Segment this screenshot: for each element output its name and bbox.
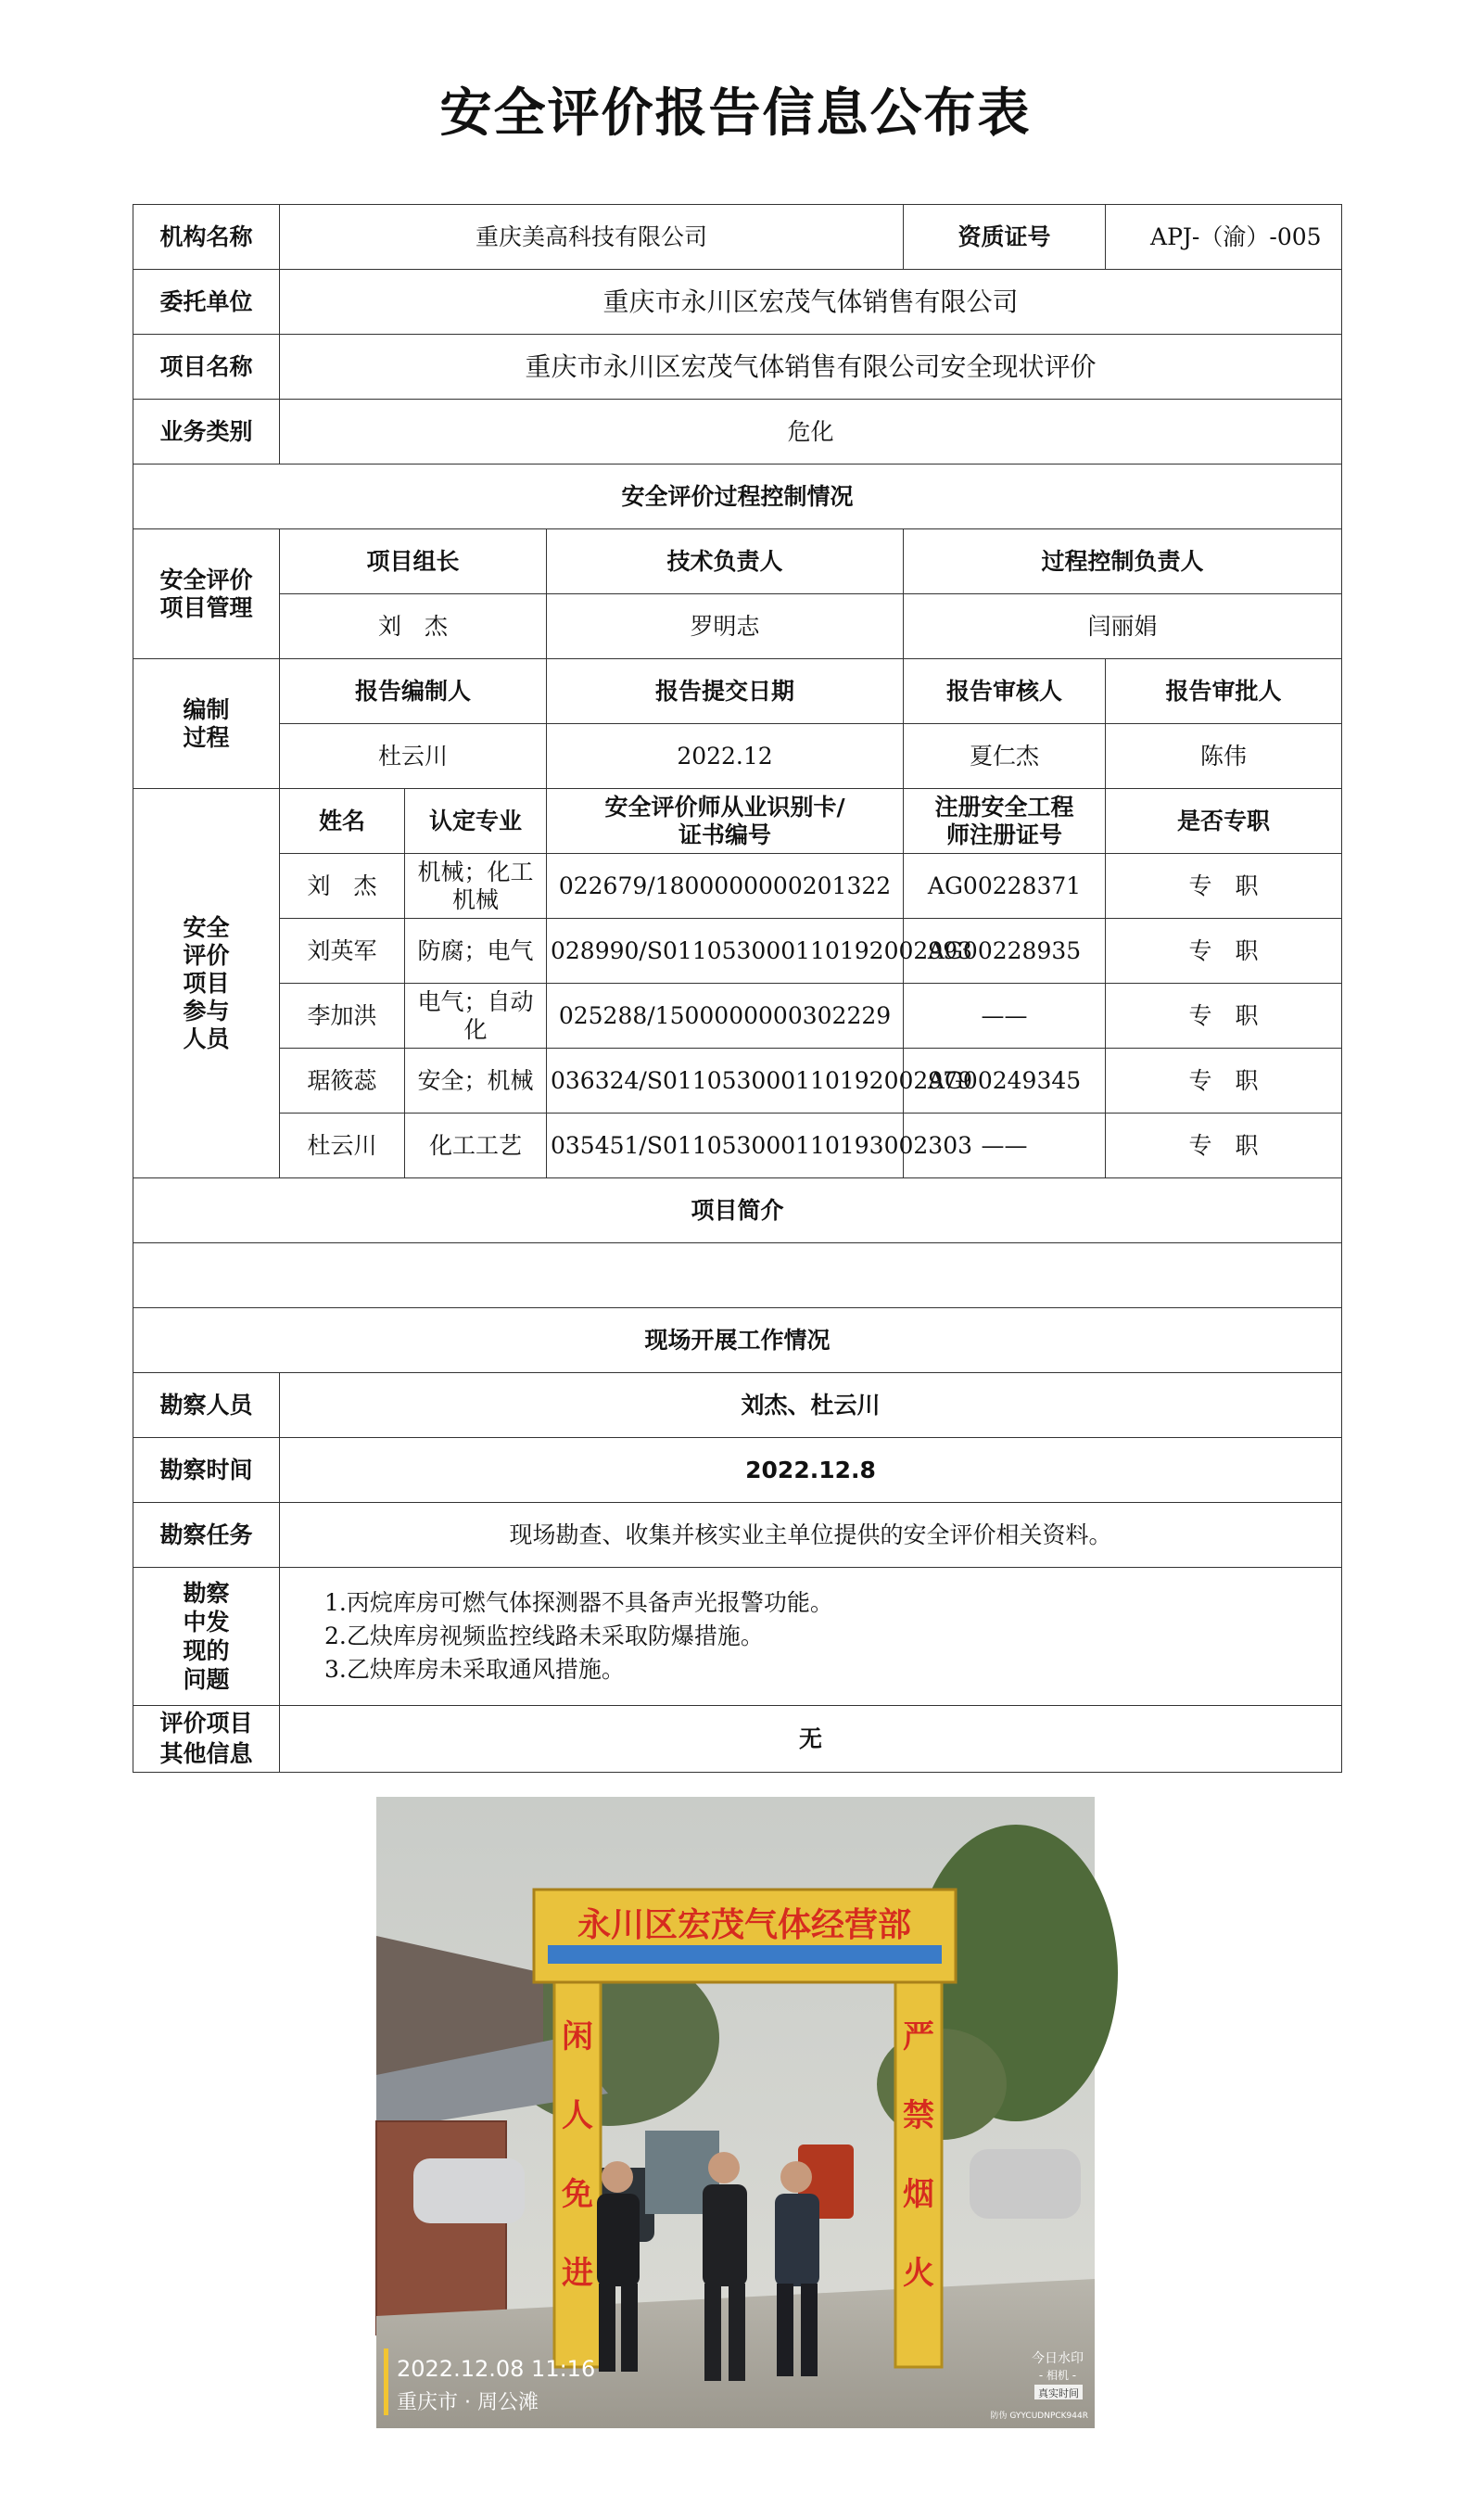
survey-people-value: 刘杰、杜云川 bbox=[280, 1373, 1342, 1438]
compile-header-reviewer: 报告审核人 bbox=[904, 659, 1106, 724]
process-section-row bbox=[133, 465, 1342, 529]
participant-card: 022679/1800000000201322 bbox=[547, 854, 904, 919]
survey-time-label: 勘察时间 bbox=[133, 1438, 280, 1503]
management-label: 安全评价 项目管理 bbox=[133, 529, 280, 659]
left-pillar-text: 闲人免进 bbox=[562, 2018, 593, 2292]
client-row bbox=[133, 270, 1342, 335]
report-info-table bbox=[133, 204, 1342, 1773]
compile-label: 编制 过程 bbox=[133, 659, 280, 789]
project-value: 重庆市永川区宏茂气体销售有限公司安全现状评价 bbox=[280, 335, 1342, 400]
intro-content-row bbox=[133, 1243, 1342, 1308]
survey-people-label: 勘察人员 bbox=[133, 1373, 280, 1438]
compile-date: 2022.12 bbox=[547, 724, 904, 789]
intro-content bbox=[133, 1243, 1342, 1308]
participant-fulltime: 专 职 bbox=[1106, 984, 1342, 1049]
participant-name: 杜云川 bbox=[280, 1114, 405, 1178]
project-label: 项目名称 bbox=[133, 335, 280, 400]
other-label: 评价项目 其他信息 bbox=[133, 1706, 280, 1773]
management-header-leader: 项目组长 bbox=[280, 529, 547, 594]
participant-major: 防腐；电气 bbox=[405, 919, 547, 984]
gate-sign-text: 永川区宏茂气体经营部 bbox=[577, 1906, 912, 1944]
business-row bbox=[133, 400, 1342, 465]
participant-reg: —— bbox=[904, 1114, 1106, 1178]
participant-row bbox=[133, 919, 1342, 984]
issue-item: 2.乙炔库房视频监控线路未采取防爆措施。 bbox=[324, 1622, 764, 1649]
participant-fulltime: 专 职 bbox=[1106, 1049, 1342, 1114]
client-label: 委托单位 bbox=[133, 270, 280, 335]
management-header-control: 过程控制负责人 bbox=[904, 529, 1342, 594]
issues-row bbox=[133, 1568, 1342, 1706]
white-car bbox=[413, 2158, 525, 2223]
survey-people-row bbox=[133, 1373, 1342, 1438]
other-value: 无 bbox=[280, 1706, 1342, 1773]
issue-item: 1.丙烷库房可燃气体探测器不具备声光报警功能。 bbox=[324, 1588, 833, 1616]
participant-fulltime: 专 职 bbox=[1106, 919, 1342, 984]
survey-task-row bbox=[133, 1503, 1342, 1568]
issues-label: 勘察 中发 现的 问题 bbox=[133, 1568, 280, 1706]
project-row bbox=[133, 335, 1342, 400]
management-value-row bbox=[133, 594, 1342, 659]
process-section-heading: 安全评价过程控制情况 bbox=[133, 465, 1342, 529]
survey-time-value: 2022.12.8 bbox=[280, 1438, 1342, 1503]
participant-row bbox=[133, 1114, 1342, 1178]
participant-name: 刘 杰 bbox=[280, 854, 405, 919]
page-title: 安全评价报告信息公布表 bbox=[439, 83, 1032, 144]
survey-task-value: 现场勘查、收集并核实业主单位提供的安全评价相关资料。 bbox=[280, 1503, 1342, 1568]
site-photo bbox=[376, 1797, 1095, 2428]
participant-fulltime: 专 职 bbox=[1106, 854, 1342, 919]
participant-row bbox=[133, 1049, 1342, 1114]
org-row bbox=[133, 205, 1342, 270]
participant-reg: AG00228371 bbox=[904, 854, 1106, 919]
participant-card: 025288/1500000000302229 bbox=[547, 984, 904, 1049]
participants-header-reg: 注册安全工程 师注册证号 bbox=[904, 789, 1106, 854]
management-control: 闫丽娟 bbox=[904, 594, 1342, 659]
management-header-tech: 技术负责人 bbox=[547, 529, 904, 594]
participant-major: 电气；自动 化 bbox=[405, 984, 547, 1049]
survey-time-row bbox=[133, 1438, 1342, 1503]
watermark-bar bbox=[384, 2348, 388, 2415]
participant-name: 琚筱蕊 bbox=[280, 1049, 405, 1114]
issues-list bbox=[280, 1568, 1342, 1706]
participants-header-name: 姓名 bbox=[280, 789, 405, 854]
org-label: 机构名称 bbox=[133, 205, 280, 270]
business-value: 危化 bbox=[280, 400, 1342, 465]
intro-section-heading: 项目简介 bbox=[133, 1178, 1342, 1243]
management-tech: 罗明志 bbox=[547, 594, 904, 659]
participant-name: 李加洪 bbox=[280, 984, 405, 1049]
cert-value: APJ-（渝）-005 bbox=[1106, 205, 1342, 270]
participant-major: 安全；机械 bbox=[405, 1049, 547, 1114]
participant-card: 036324/S011053000110192002979 bbox=[547, 1049, 904, 1114]
right-pillar-text: 严禁烟火 bbox=[903, 2018, 934, 2292]
org-value: 重庆美高科技有限公司 bbox=[280, 205, 904, 270]
field-section-heading: 现场开展工作情况 bbox=[133, 1308, 1342, 1373]
participant-major: 化工工艺 bbox=[405, 1114, 547, 1178]
compile-header-date: 报告提交日期 bbox=[547, 659, 904, 724]
gate-sign-sub bbox=[548, 1945, 942, 1964]
participant-name: 刘英军 bbox=[280, 919, 405, 984]
watermark-code: 防伪 GYYCUDNPCK944R bbox=[990, 2412, 1088, 2421]
participant-row bbox=[133, 984, 1342, 1049]
participant-reg: —— bbox=[904, 984, 1106, 1049]
participant-card: 035451/S011053000110193002303 bbox=[547, 1114, 904, 1178]
participants-header-row bbox=[133, 789, 1342, 854]
participants-header-card: 安全评价师从业识别卡/ 证书编号 bbox=[547, 789, 904, 854]
compile-header-row bbox=[133, 659, 1342, 724]
right-car bbox=[970, 2149, 1081, 2219]
compile-reviewer: 夏仁杰 bbox=[904, 724, 1106, 789]
survey-task-label: 勘察任务 bbox=[133, 1503, 280, 1568]
cert-label: 资质证号 bbox=[904, 205, 1106, 270]
client-value: 重庆市永川区宏茂气体销售有限公司 bbox=[280, 270, 1342, 335]
management-header-row bbox=[133, 529, 1342, 594]
participant-card: 028990/S011053000110192002993 bbox=[547, 919, 904, 984]
brick-wall bbox=[376, 2121, 506, 2335]
business-label: 业务类别 bbox=[133, 400, 280, 465]
participant-reg: AG00249345 bbox=[904, 1049, 1106, 1114]
compile-header-approver: 报告审批人 bbox=[1106, 659, 1342, 724]
compile-author: 杜云川 bbox=[280, 724, 547, 789]
participant-reg: AG00228935 bbox=[904, 919, 1106, 984]
participants-header-fulltime: 是否专职 bbox=[1106, 789, 1342, 854]
participants-header-major: 认定专业 bbox=[405, 789, 547, 854]
management-leader: 刘 杰 bbox=[280, 594, 547, 659]
watermark-brand: 今日水印 bbox=[1032, 2351, 1084, 2366]
photo-timestamp: 2022.12.08 11:16 bbox=[397, 2356, 596, 2382]
photo-location: 重庆市 · 周公滩 bbox=[397, 2391, 539, 2414]
participant-major: 机械；化工 机械 bbox=[405, 854, 547, 919]
issue-item: 3.乙炔库房未采取通风措施。 bbox=[324, 1656, 625, 1684]
participant-fulltime: 专 职 bbox=[1106, 1114, 1342, 1178]
participants-label: 安全 评价 项目 参与 人员 bbox=[133, 789, 280, 1178]
other-row bbox=[133, 1706, 1342, 1773]
participant-row bbox=[133, 854, 1342, 919]
field-section-row bbox=[133, 1308, 1342, 1373]
compile-value-row bbox=[133, 724, 1342, 789]
compile-approver: 陈伟 bbox=[1106, 724, 1342, 789]
compile-header-author: 报告编制人 bbox=[280, 659, 547, 724]
watermark-camera: - 相机 - bbox=[1038, 2369, 1077, 2382]
watermark-badge: 真实时间 bbox=[1038, 2387, 1079, 2399]
intro-section-row bbox=[133, 1178, 1342, 1243]
